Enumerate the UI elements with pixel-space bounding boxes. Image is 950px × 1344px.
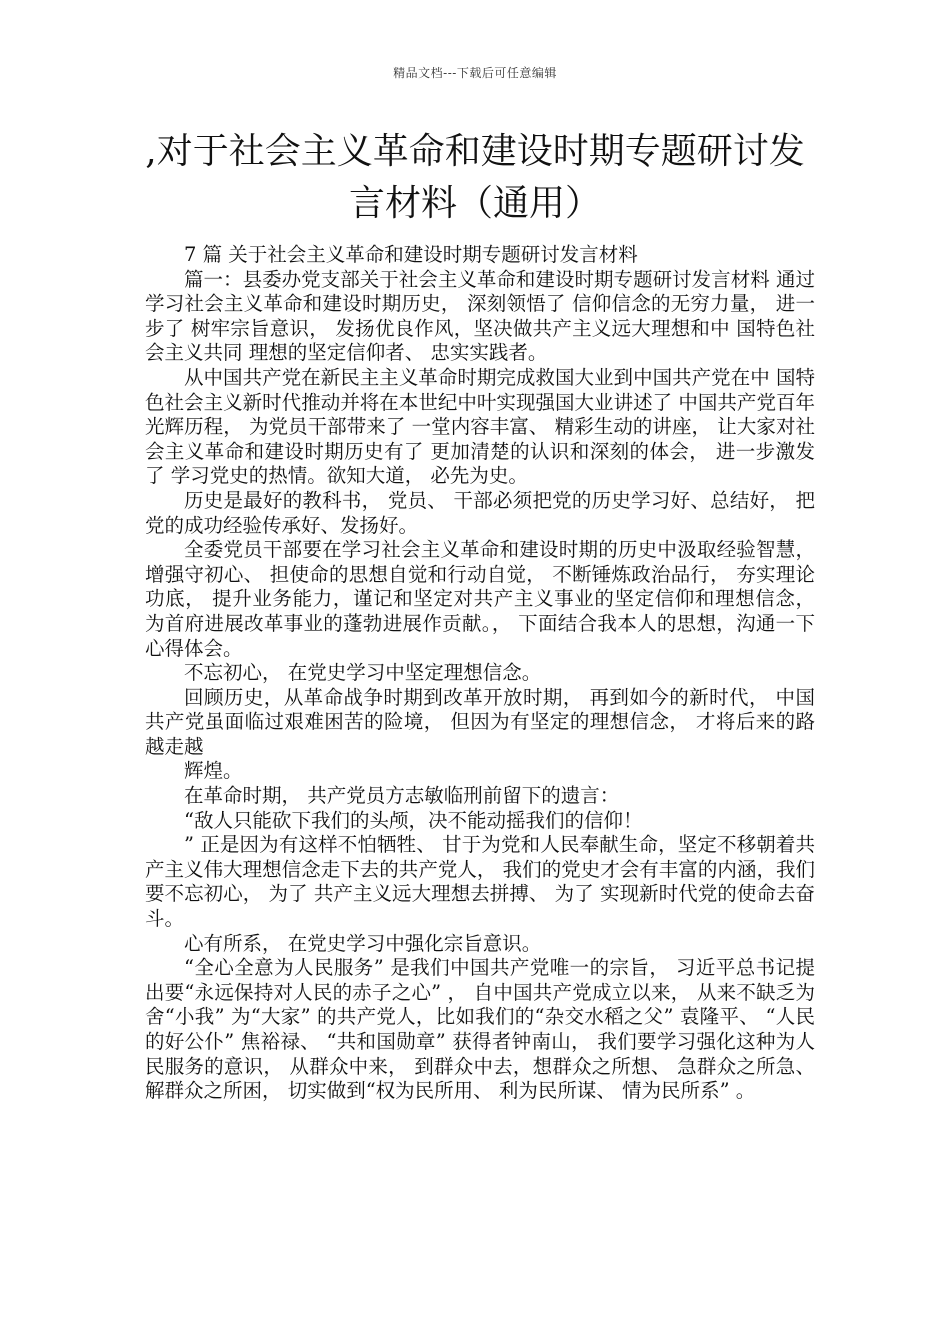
paragraph: ” 正是因为有这样不怕牺牲、 甘于为党和人民奉献生命，坚定不移朝着共产主义伟大理想信念走下去的共产党人， 我们的党史才会有丰富的内涵，我们要不忘初心， 为了 共产主义远大理想去拼搏、 为了 实现新时代党的使命去奋斗。 bbox=[145, 833, 815, 931]
paragraph: 心有所系， 在党史学习中强化宗旨意识。 bbox=[184, 931, 542, 955]
paragraph: 在革命时期， 共产党员方志敏临刑前留下的遗言： bbox=[184, 784, 620, 808]
title-line-1: ,对于社会主义革命和建设时期专题研讨发 bbox=[145, 131, 805, 172]
document-title bbox=[100, 126, 850, 230]
paragraph: 回顾历史，从革命战争时期到改革开放时期， 再到如今的新时代， 中国共产党虽面临过艰难困苦的险境， 但因为有坚定的理想信念， 才将后来的路越走越 bbox=[145, 685, 815, 758]
paragraph: “全心全意为人民服务” 是我们中国共产党唯一的宗旨， 习近平总书记提出要“永远保持对人民的赤子之心” ， 自中国共产党成立以来， 从来不缺乏为舍“小我” 为“大家” 的共产党人，比如我们的“杂交水稻之父” 袁隆平、 “人民的好公仆” 焦裕禄、 “共和国勋章” 获得者钟南山， 我们要学习强化这种为人民服务的意识， 从群众中来， 到群众中去，想群众之所想、 急群众之所急、 解群众之所困， 切实做到“权为民所用、 利为民所谋、 情为民所系” 。 bbox=[145, 956, 815, 1103]
paragraph: 7 篇 关于社会主义革命和建设时期专题研讨发言材料 bbox=[184, 243, 638, 266]
document-body bbox=[145, 243, 815, 1104]
paragraph: “敌人只能砍下我们的头颅，决不能动摇我们的信仰！ bbox=[184, 808, 643, 832]
paragraph: 从中国共产党在新民主主义革命时期完成救国大业到中国共产党在中 国特色社会主义新时代推动并将在本世纪中叶实现强国大业讲述了 中国共产党百年光辉历程， 为党员干部带来了 一堂内容丰富、 精彩生动的讲座， 让大家对社会主义革命和建设时期历史有了 更加清楚的认识和深刻的体会， 进一步激发了 学习党史的热情。欲知大道， 必先为史。 bbox=[145, 365, 815, 488]
paragraph: 全委党员干部要在学习社会主义革命和建设时期的历史中汲取经验智慧， 增强守初心、 担使命的思想自觉和行动自觉， 不断锤炼政治品行， 夯实理论功底， 提升业务能力，谨记和坚定对共产主义事业的坚定信仰和理想信念， 为首府进展改革事业的蓬勃进展作贡献。， 下面结合我本人的思想，沟通一下心得体会。 bbox=[145, 538, 815, 660]
paragraph: 辉煌。 bbox=[184, 759, 243, 783]
paragraph: 历史是最好的教科书， 党员、 干部必须把党的历史学习好、总结好， 把党的成功经验传承好、发扬好。 bbox=[145, 488, 815, 537]
paragraph: 不忘初心， 在党史学习中坚定理想信念。 bbox=[184, 661, 542, 685]
page-header: 精品文档---下载后可任意编辑 bbox=[393, 66, 557, 80]
title-line-2: 言材料（通用） bbox=[348, 183, 601, 224]
paragraph: 篇一：县委办党支部关于社会主义革命和建设时期专题研讨发言材料 通过学习社会主义革命和建设时期历史， 深刻领悟了 信仰信念的无穷力量， 进一步了 树牢宗旨意识， 发扬优良作风，坚决做共产主义远大理想和中 国特色社会主义共同 理想的坚定信仰者、 忠实实践者。 bbox=[145, 267, 815, 365]
